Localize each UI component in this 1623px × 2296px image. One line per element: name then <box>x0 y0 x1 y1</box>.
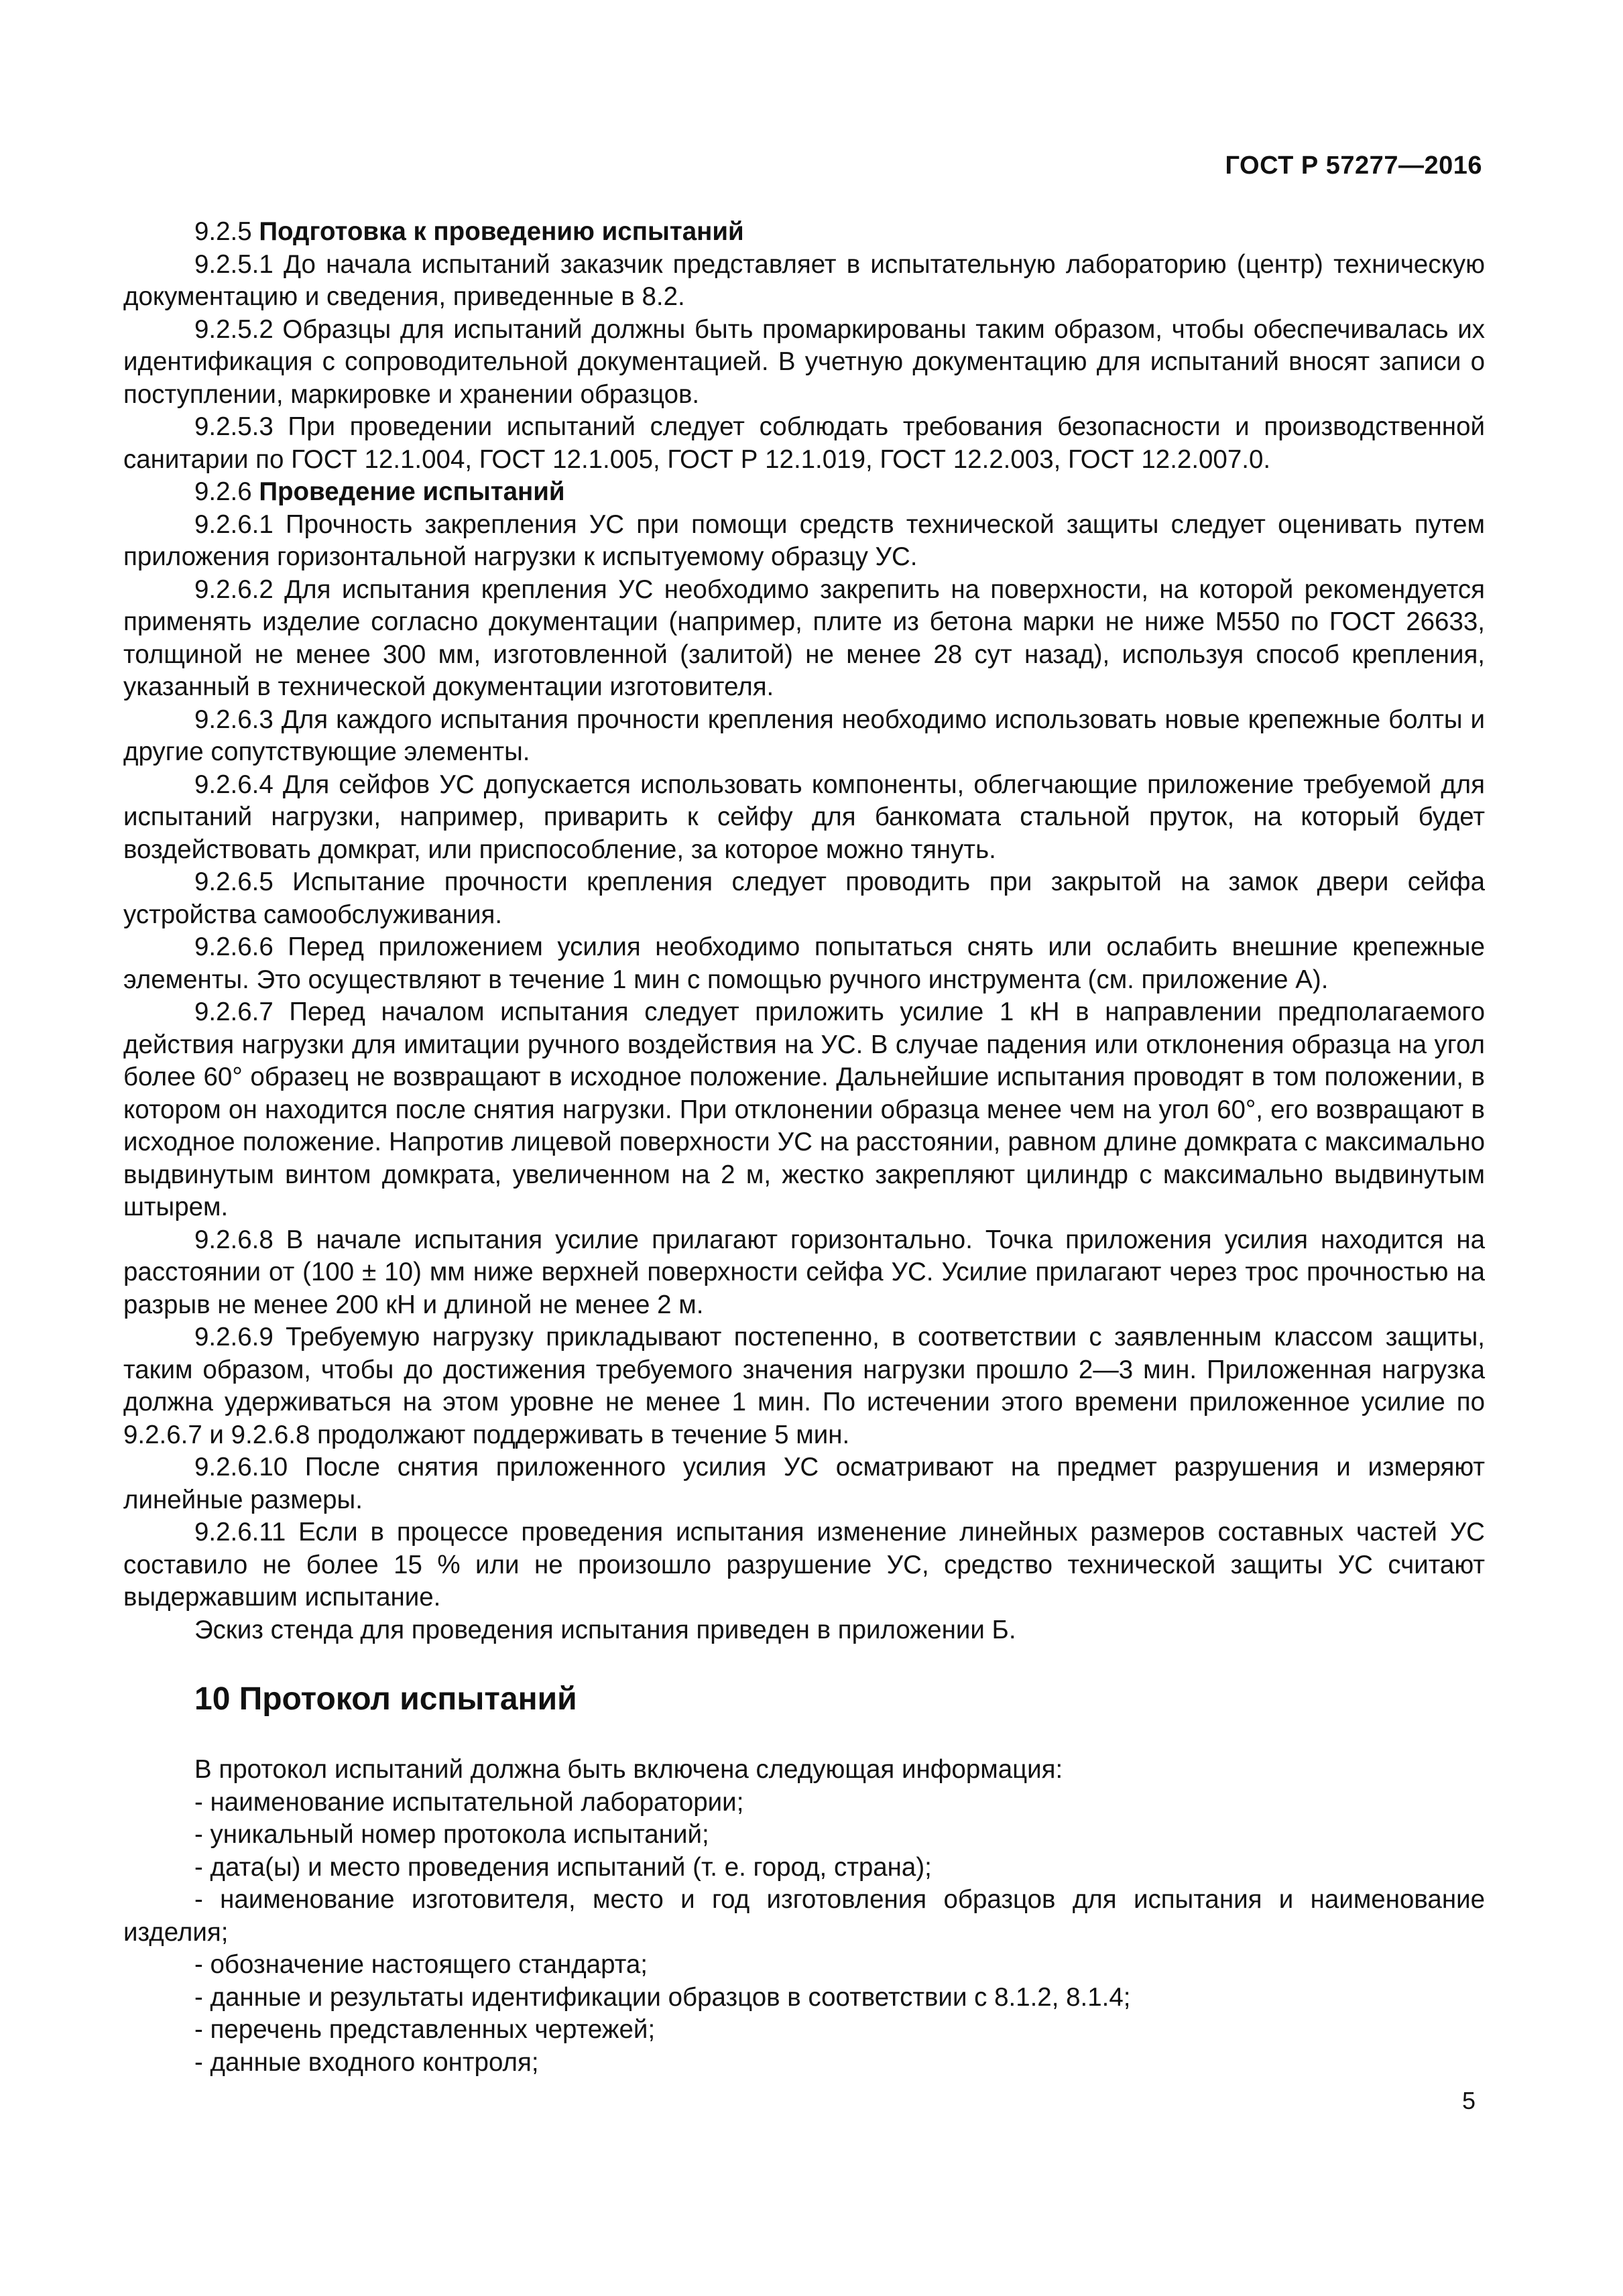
clause-9-2-6-6: 9.2.6.6 Перед приложением усилия необходимо попытаться снять или ослабить внешние крепежные элементы. Это осуществляют в течение 1 мин с помощью ручного инструмента (см. приложение А). <box>123 932 1485 994</box>
document-body <box>123 216 1485 2079</box>
clause-9-2-6-7: 9.2.6.7 Перед началом испытания следует приложить усилие 1 кН в направлении предполагаемого действия нагрузки для имитации ручного воздействия на УС. В случае падения или отклонения образца на угол более 60° образец не возвращают в исходное положение. Дальнейшие испытания проводят в том положении, в котором он находится после снятия нагрузки. При отклонении образца менее чем на угол 60°, его возвращают в исходное положение. Напротив лицевой поверхности УС на расстоянии, равном длине домкрата с максимально выдвинутым винтом домкрата, увеличенном на 2 м, жестко закрепляют цилиндр с максимально выдвинутым штырем. <box>123 998 1485 1221</box>
section-heading-9-2-6 <box>123 476 1485 509</box>
section-number: 9.2.6 <box>194 477 252 506</box>
clause-9-2-6-4: 9.2.6.4 Для сейфов УС допускается использовать компоненты, облегчающие приложение требуемой для испытаний нагрузки, например, приварить к сейфу для банкомата стальной пруток, на который будет воздействовать домкрат, или приспособление, за которое можно тянуть. <box>123 770 1485 864</box>
section-title: Подготовка к проведению испытаний <box>259 217 744 246</box>
clause-9-2-6-1: 9.2.6.1 Прочность закрепления УС при помощи средств технической защиты следует оценивать путем приложения горизонтальной нагрузки к испытуемому образцу УС. <box>123 509 1485 571</box>
clause-9-2-5-2: 9.2.5.2 Образцы для испытаний должны быть промаркированы таким образом, чтобы обеспечивалась их идентификация с сопроводительной документацией. В учетную документацию для испытаний вносят записи о поступлении, маркировке и хранении образцов. <box>123 314 1485 409</box>
protocol-list-item: - наименование изготовителя, место и год изготовления образцов для испытания и наименование изделия; <box>123 1885 1485 1947</box>
document-id-header: ГОСТ Р 57277—2016 <box>1225 152 1482 180</box>
section-number: 9.2.5 <box>194 217 252 246</box>
protocol-list-item: - уникальный номер протокола испытаний; <box>194 1820 709 1849</box>
clause-9-2-6-2: 9.2.6.2 Для испытания крепления УС необходимо закрепить на поверхности, на которой рекомендуется применять изделие согласно документации (например, плите из бетона марки не ниже М550 по ГОСТ 26633, толщиной не менее 300 мм, изготовленной (залитой) не менее 28 сут назад), используя способ крепления, указанный в технической документации изготовителя. <box>123 575 1485 701</box>
protocol-list-item: - данные входного контроля; <box>194 2047 539 2077</box>
clause-9-2-6-10: 9.2.6.10 После снятия приложенного усилия УС осматривают на предмет разрушения и измеряют линейные размеры. <box>123 1453 1485 1514</box>
section-title: Проведение испытаний <box>259 477 565 506</box>
section-heading-10: 10 Протокол испытаний <box>194 1681 577 1717</box>
clause-9-2-6-11: 9.2.6.11 Если в процессе проведения испытания изменение линейных размеров составных частей УС составило не более 15 % или не произошло разрушение УС, средство технической защиты УС считают выдержавшим испытание. <box>123 1518 1485 1612</box>
clause-9-2-6-8: 9.2.6.8 В начале испытания усилие прилагают горизонтально. Точка приложения усилия находится на расстоянии от (100 ± 10) мм ниже верхней поверхности сейфа УС. Усилие прилагают через трос прочностью на разрыв не менее 200 кН и длиной не менее 2 м. <box>123 1225 1485 1319</box>
clause-9-2-5-3: 9.2.5.3 При проведении испытаний следует соблюдать требования безопасности и производственной санитарии по ГОСТ 12.1.004, ГОСТ 12.1.005, ГОСТ Р 12.1.019, ГОСТ 12.2.003, ГОСТ 12.2.007.0. <box>123 412 1485 474</box>
page-number: 5 <box>1461 2087 1476 2114</box>
clause-9-2-5-1: 9.2.5.1 До начала испытаний заказчик представляет в испытательную лабораторию (центр) техническую документацию и сведения, приведенные в 8.2. <box>123 249 1485 311</box>
protocol-list-item: - дата(ы) и место проведения испытаний (т. е. город, страна); <box>194 1852 932 1882</box>
protocol-list-item: - обозначение настоящего стандарта; <box>194 1950 648 1979</box>
clause-9-2-6-5: 9.2.6.5 Испытание прочности крепления следует проводить при закрытой на замок двери сейфа устройства самообслуживания. <box>123 867 1485 929</box>
appendix-reference: Эскиз стенда для проведения испытания приведен в приложении Б. <box>194 1615 1016 1644</box>
protocol-list-item: - перечень представленных чертежей; <box>194 2015 656 2044</box>
protocol-list-item: - наименование испытательной лаборатории; <box>194 1787 744 1817</box>
protocol-list-item: - данные и результаты идентификации образцов в соответствии с 8.1.2, 8.1.4; <box>194 1982 1131 2012</box>
protocol-intro: В протокол испытаний должна быть включена следующая информация: <box>194 1755 1063 1784</box>
section-heading-9-2-5 <box>123 216 1485 249</box>
clause-9-2-6-9: 9.2.6.9 Требуемую нагрузку прикладывают постепенно, в соответствии с заявленным классом защиты, таким образом, чтобы до достижения требуемого значения нагрузки прошло 2—3 мин. Приложенная нагрузка должна удерживаться на этом уровне не менее 1 мин. По истечении этого времени приложенное усилие по 9.2.6.7 и 9.2.6.8 продолжают поддерживать в течение 5 мин. <box>123 1323 1485 1449</box>
clause-9-2-6-3: 9.2.6.3 Для каждого испытания прочности крепления необходимо использовать новые крепежные болты и другие сопутствующие элементы. <box>123 705 1485 766</box>
